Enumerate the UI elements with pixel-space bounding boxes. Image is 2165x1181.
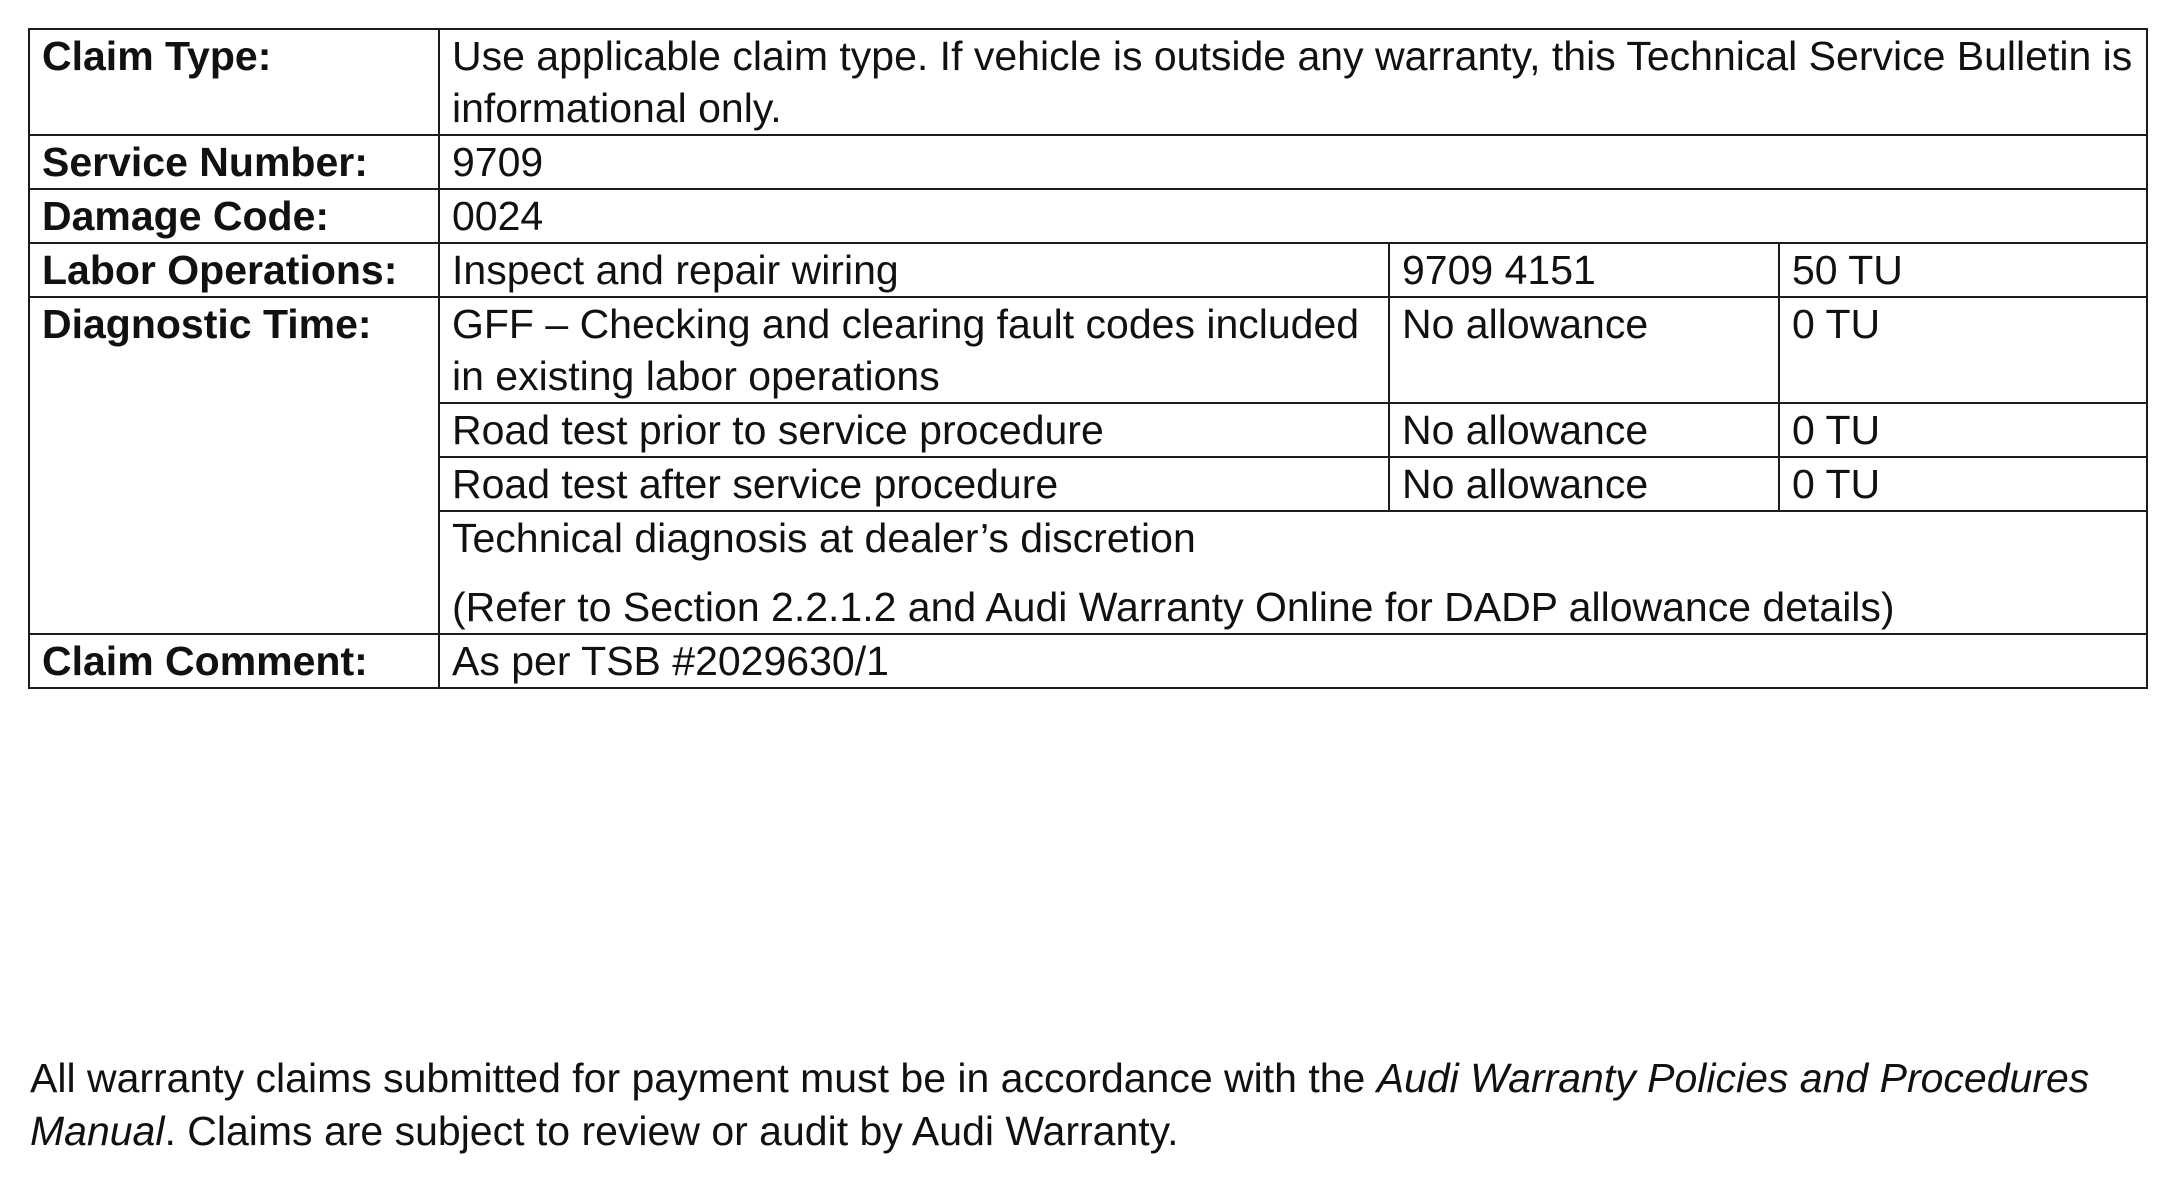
- manual-title: Audi Warranty Policies and Procedures Manual: [30, 1055, 2090, 1154]
- technical-diagnosis-text: Technical diagnosis at dealer’s discretion: [452, 515, 1196, 561]
- warranty-footer-note: [30, 1052, 2150, 1158]
- labor-operations-label: Labor Operations:: [29, 243, 439, 297]
- diagnostic-allowance: No allowance: [1389, 297, 1779, 403]
- damage-code-row: [29, 189, 2147, 243]
- diagnostic-allowance: No allowance: [1389, 457, 1779, 511]
- technical-diagnosis-cell: [439, 511, 2147, 634]
- service-number-row: [29, 135, 2147, 189]
- diagnostic-description: Road test after service procedure: [439, 457, 1389, 511]
- diagnostic-time-value: 0 TU: [1779, 457, 2147, 511]
- warranty-claim-sheet: [28, 28, 2146, 689]
- service-number-value: 9709: [439, 135, 2147, 189]
- claim-comment-label: Claim Comment:: [29, 634, 439, 688]
- labor-operations-row: [29, 243, 2147, 297]
- diagnostic-row: [29, 297, 2147, 403]
- diagnostic-description: Road test prior to service procedure: [439, 403, 1389, 457]
- diagnostic-allowance: No allowance: [1389, 403, 1779, 457]
- claim-comment-row: [29, 634, 2147, 688]
- damage-code-value: 0024: [439, 189, 2147, 243]
- claim-comment-value: As per TSB #2029630/1: [439, 634, 2147, 688]
- service-number-label: Service Number:: [29, 135, 439, 189]
- claim-table: [28, 28, 2148, 689]
- diagnostic-time-value: 0 TU: [1779, 403, 2147, 457]
- labor-operation-time: 50 TU: [1779, 243, 2147, 297]
- dadp-reference-text: (Refer to Section 2.2.1.2 and Audi Warranty Online for DADP allowance details): [452, 584, 1895, 630]
- labor-operation-code: 9709 4151: [1389, 243, 1779, 297]
- diagnostic-time-label: Diagnostic Time:: [29, 297, 439, 634]
- diagnostic-time-value: 0 TU: [1779, 297, 2147, 403]
- footer-text-before: All warranty claims submitted for payment must be in accordance with the: [30, 1055, 1377, 1101]
- damage-code-label: Damage Code:: [29, 189, 439, 243]
- claim-type-label: Claim Type:: [29, 29, 439, 135]
- footer-text-after: . Claims are subject to review or audit by Audi Warranty.: [164, 1108, 1179, 1154]
- diagnostic-description: GFF – Checking and clearing fault codes included in existing labor operations: [439, 297, 1389, 403]
- claim-type-row: [29, 29, 2147, 135]
- labor-operation-description: Inspect and repair wiring: [439, 243, 1389, 297]
- claim-type-value: Use applicable claim type. If vehicle is outside any warranty, this Technical Service Bulletin is informational only.: [439, 29, 2147, 135]
